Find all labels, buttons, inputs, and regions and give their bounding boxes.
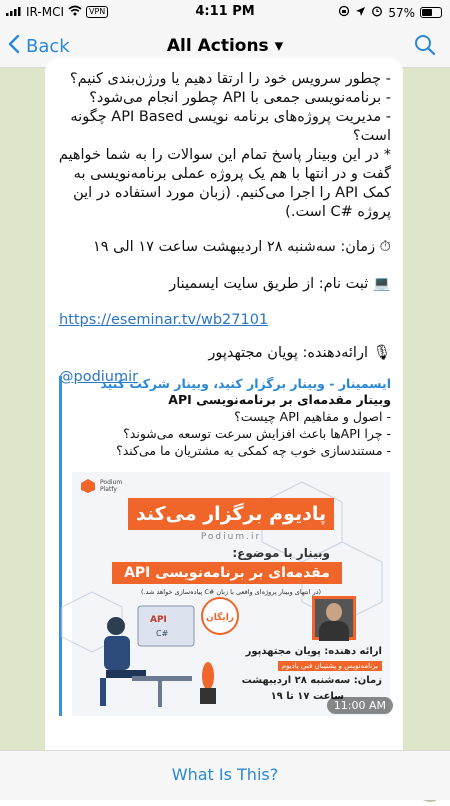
svg-text:رایگان: رایگان	[206, 613, 234, 623]
message-line: - برنامه‌نویسی جمعی با API چطور انجام می‌شود؟	[89, 90, 391, 106]
search-icon[interactable]	[414, 34, 436, 60]
poster-role: برنامه‌نویس و پشتیبان فنی پادیوم	[278, 661, 382, 671]
poster-image[interactable]	[72, 472, 390, 716]
poster-date: زمان: سه‌شنبه ۲۸ اردیبهشت	[241, 675, 382, 686]
carrier-label: IR-MCI	[26, 5, 64, 19]
chat-area	[0, 68, 450, 750]
link-preview[interactable]	[59, 376, 391, 716]
battery-fill	[422, 9, 432, 16]
preview-line: - اصول و مفاهیم API چیست؟	[234, 409, 391, 424]
svg-text:API: API	[150, 615, 167, 625]
alarm-icon	[371, 5, 383, 20]
location-icon	[355, 6, 366, 20]
poster-note: (در انتهای وبینار پروژه‌ای واقعی با زبان #C پیاده‌سازی خواهد شد.)	[140, 588, 322, 596]
what-is-this-button[interactable]: What Is This?	[171, 765, 279, 784]
register-line: 💻 ثبت نام: از طریق سایت ایسمینار	[169, 276, 391, 292]
presenter-line: 🎙 ارائه‌دهنده: پویان مجتهدپور	[208, 345, 391, 361]
poster-topic-label: وبینار با موضوع:	[232, 546, 330, 560]
presenter-photo	[312, 596, 356, 640]
podium-logo: Podium Platfy	[80, 478, 122, 494]
message-line: - چطور سرویس خود را ارتقا دهیم یا ورژن‌بندی کنیم؟	[69, 71, 391, 87]
preview-title: ایسمینار - وبینار برگزار کنید، وبینار شرکت کنید	[100, 376, 391, 391]
battery-icon	[420, 7, 442, 18]
message-timestamp: 11:00 AM	[327, 697, 393, 714]
status-bar	[0, 0, 450, 24]
nav-title-dropdown[interactable]: All Actions ▾	[166, 36, 284, 56]
webinar-link[interactable]: https://eseminar.tv/wb27101	[59, 312, 269, 328]
poster-headline: پادیوم برگزار می‌کند	[128, 498, 334, 530]
poster-presenter: ارائه دهنده: پویان مجتهدپور	[245, 646, 382, 657]
preview-line: وبینار مقدمه‌ای بر برنامه‌نویسی API	[168, 392, 391, 407]
vpn-badge: VPN	[86, 6, 108, 18]
developer-illustration	[78, 596, 234, 716]
status-time: 4:11 PM	[195, 4, 255, 19]
battery-percent: 57%	[388, 5, 415, 20]
back-label: Back	[26, 36, 70, 57]
poster-site: Podium.ir	[200, 532, 262, 542]
poster-topic: مقدمه‌ای بر برنامه‌نویسی API	[112, 562, 342, 584]
message-bubble	[45, 58, 403, 806]
handle-link[interactable]: @podiumir	[59, 369, 139, 385]
preview-line: - مستندسازی خوب چه کمکی به مشتریان ما می‌کند؟	[116, 443, 391, 458]
message-paragraph: * در این وبینار پاسخ تمام این سوالات را به شما خواهیم گفت و در انتها با هم یک پروژه عملی برنامه‌نویسی به کمک API را اجرا می‌کنیم. (زبان مورد استفاده در این پروژه #C است.)	[58, 147, 391, 220]
webinar-time: ⏱ زمان: سه‌شنبه ۲۸ اردیبهشت ساعت ۱۷ الی ۱۹	[92, 239, 391, 255]
preview-line: - چرا APIها باعث افزایش سرعت توسعه می‌شوند؟	[123, 426, 391, 441]
bottom-bar	[0, 750, 450, 800]
svg-text:C#: C#	[156, 629, 169, 638]
poster-hour: ساعت ۱۷ تا ۱۹	[270, 691, 344, 702]
message-line: - مدیریت پروژه‌های برنامه نویسی API Based چگونه است؟	[70, 109, 391, 144]
rotation-lock-icon	[338, 5, 350, 20]
